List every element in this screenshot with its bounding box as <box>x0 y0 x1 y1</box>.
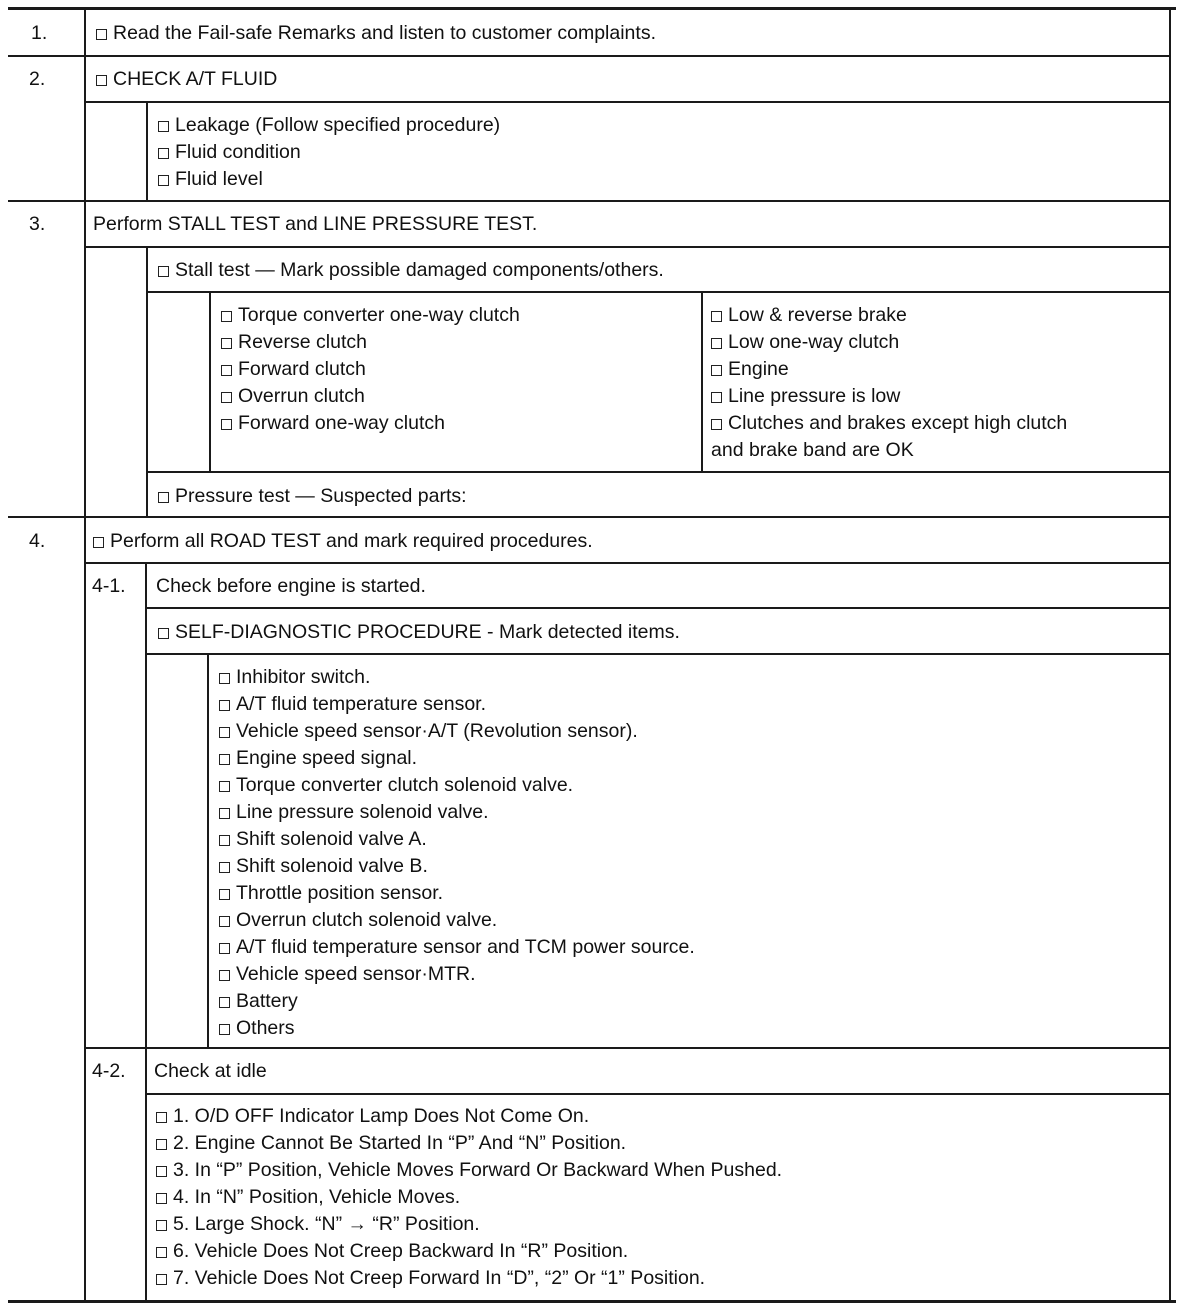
list-item[interactable] <box>219 880 695 907</box>
list-item[interactable] <box>221 410 520 437</box>
list-item[interactable] <box>711 383 1067 410</box>
step3-header: Perform STALL TEST and LINE PRESSURE TEST. <box>93 213 538 235</box>
checkbox[interactable] <box>219 808 230 819</box>
list-item[interactable] <box>221 383 520 410</box>
list-item[interactable] <box>156 1184 782 1211</box>
item-text: Engine <box>728 358 789 380</box>
row-sep <box>85 101 1171 103</box>
item-text: A/T fluid temperature sensor. <box>236 693 487 715</box>
row-sep <box>85 246 1171 248</box>
checkbox[interactable] <box>219 781 230 792</box>
checkbox[interactable] <box>221 392 232 403</box>
checkbox[interactable] <box>158 175 169 186</box>
item-text: Fluid condition <box>175 141 301 163</box>
checkbox[interactable] <box>219 943 230 954</box>
list-item[interactable] <box>219 718 695 745</box>
checkbox[interactable] <box>158 266 169 277</box>
subnum-col-divider <box>145 562 147 1302</box>
item-text: Overrun clutch solenoid valve. <box>236 909 498 931</box>
list-item[interactable] <box>711 329 1067 356</box>
checkbox[interactable] <box>219 1024 230 1035</box>
checkbox[interactable] <box>221 311 232 322</box>
item-text: Inhibitor switch. <box>236 666 371 688</box>
item-text: 1. O/D OFF Indicator Lamp Does Not Come On. <box>173 1105 590 1127</box>
list-item[interactable] <box>219 745 695 772</box>
item-text: Others <box>236 1017 295 1039</box>
list-item[interactable] <box>219 1015 695 1042</box>
row-sep <box>146 291 1171 293</box>
checkbox[interactable] <box>156 1139 167 1150</box>
list-item[interactable] <box>158 112 500 139</box>
checkbox[interactable] <box>158 492 169 503</box>
step-number: 3. <box>29 213 46 235</box>
list-item[interactable] <box>156 1211 782 1238</box>
substep-number: 4-1. <box>92 575 126 597</box>
list-item[interactable] <box>156 1103 782 1130</box>
item-text: Fluid level <box>175 168 263 190</box>
checkbox[interactable] <box>219 673 230 684</box>
row-sep <box>146 653 1171 655</box>
indent-divider <box>207 653 209 1048</box>
checkbox[interactable] <box>158 148 169 159</box>
list-item[interactable] <box>219 826 695 853</box>
item-text: Vehicle speed sensor·MTR. <box>236 963 476 985</box>
substep-number: 4-2. <box>92 1060 126 1082</box>
diag-items <box>219 664 695 1042</box>
row-sep <box>85 562 1171 564</box>
checkbox[interactable] <box>221 419 232 430</box>
list-item[interactable] <box>711 356 1067 383</box>
step1-line[interactable] <box>96 20 656 47</box>
border-bottom <box>8 1300 1176 1303</box>
list-item[interactable] <box>219 772 695 799</box>
list-item[interactable] <box>219 664 695 691</box>
checkbox[interactable] <box>96 75 107 86</box>
item-text: 3. In “P” Position, Vehicle Moves Forward Or Backward When Pushed. <box>173 1159 783 1181</box>
item-text: 5. Large Shock. “N” → “R” Position. <box>173 1213 480 1235</box>
checkbox[interactable] <box>158 121 169 132</box>
checkbox[interactable] <box>219 835 230 846</box>
checkbox[interactable] <box>711 338 722 349</box>
indent-divider <box>209 291 211 472</box>
checkbox[interactable] <box>221 365 232 376</box>
step-number: 2. <box>29 68 46 90</box>
item-text: Shift solenoid valve B. <box>236 855 428 877</box>
item-text: 2. Engine Cannot Be Started In “P” And “N” Position. <box>173 1132 627 1154</box>
checkbox[interactable] <box>156 1247 167 1258</box>
item-text: Forward clutch <box>238 358 366 380</box>
self-diag-line[interactable] <box>158 619 680 646</box>
checkbox[interactable] <box>221 338 232 349</box>
self-diag-text: SELF-DIAGNOSTIC PROCEDURE - Mark detected items. <box>175 621 680 643</box>
list-item[interactable] <box>219 934 695 961</box>
row-sep <box>8 200 1171 202</box>
list-item[interactable] <box>221 356 520 383</box>
stall-right-items <box>711 302 1067 464</box>
checkbox[interactable] <box>93 537 104 548</box>
step2-items <box>158 112 500 193</box>
item-text: Reverse clutch <box>238 331 367 353</box>
list-item[interactable] <box>711 302 1067 329</box>
row-sep <box>146 471 1171 473</box>
item-text: Torque converter one-way clutch <box>238 304 520 326</box>
item-text: Line pressure solenoid valve. <box>236 801 489 823</box>
checkbox[interactable] <box>156 1193 167 1204</box>
step2-header-text: CHECK A/T FLUID <box>113 68 278 90</box>
checkbox[interactable] <box>219 916 230 927</box>
indent-divider <box>146 101 148 201</box>
step2-header[interactable] <box>96 66 277 93</box>
row-sep <box>8 55 1171 57</box>
item-text: Low & reverse brake <box>728 304 907 326</box>
list-item[interactable] <box>219 988 695 1015</box>
sub2-header: Check at idle <box>154 1060 267 1082</box>
row-sep <box>85 1047 1171 1049</box>
step-number: 4. <box>29 530 46 552</box>
checkbox[interactable] <box>219 997 230 1008</box>
checkbox[interactable] <box>219 889 230 900</box>
step1-text: Read the Fail-safe Remarks and listen to customer complaints. <box>113 22 656 44</box>
item-text: Line pressure is low <box>728 385 901 407</box>
indent-divider <box>146 246 148 517</box>
item-text: Battery <box>236 990 298 1012</box>
item-text: Throttle position sensor. <box>236 882 444 904</box>
list-item[interactable] <box>219 691 695 718</box>
list-item[interactable] <box>156 1265 782 1292</box>
list-item[interactable] <box>221 329 520 356</box>
checkbox[interactable] <box>158 628 169 639</box>
checkbox[interactable] <box>711 419 722 430</box>
item-text: Shift solenoid valve A. <box>236 828 427 850</box>
col-divider <box>701 291 703 472</box>
list-item[interactable] <box>158 166 500 193</box>
sub1-header: Check before engine is started. <box>156 575 426 597</box>
step-number: 1. <box>31 22 48 44</box>
list-item[interactable] <box>221 302 520 329</box>
item-text: Overrun clutch <box>238 385 365 407</box>
border-top <box>8 7 1176 10</box>
checkbox[interactable] <box>219 754 230 765</box>
item-text: Clutches and brakes except high clutch <box>728 412 1068 434</box>
pressure-text: Pressure test — Suspected parts: <box>175 485 467 507</box>
list-item[interactable] <box>219 799 695 826</box>
item-text: 4. In “N” Position, Vehicle Moves. <box>173 1186 461 1208</box>
item-text: Low one-way clutch <box>728 331 900 353</box>
checkbox[interactable] <box>219 727 230 738</box>
list-item[interactable] <box>219 907 695 934</box>
step4-header-text: Perform all ROAD TEST and mark required procedures. <box>110 530 593 552</box>
item-text: 7. Vehicle Does Not Creep Forward In “D”, “2” Or “1” Position. <box>173 1267 706 1289</box>
checkbox[interactable] <box>711 311 722 322</box>
stall-text: Stall test — Mark possible damaged components/others. <box>175 259 664 281</box>
item-text: Torque converter clutch solenoid valve. <box>236 774 574 796</box>
item-text: Forward one-way clutch <box>238 412 445 434</box>
list-item[interactable] <box>711 410 1067 437</box>
item-continuation: and brake band are OK <box>711 439 914 461</box>
checkbox[interactable] <box>219 862 230 873</box>
checkbox[interactable] <box>156 1220 167 1231</box>
list-item[interactable] <box>158 139 500 166</box>
num-col-divider <box>84 9 86 1302</box>
checkbox[interactable] <box>156 1166 167 1177</box>
list-item[interactable] <box>156 1238 782 1265</box>
pressure-test-line[interactable] <box>158 483 467 510</box>
list-item[interactable] <box>156 1130 782 1157</box>
row-sep <box>146 607 1171 609</box>
item-text: A/T fluid temperature sensor and TCM power source. <box>236 936 695 958</box>
item-text: Vehicle speed sensor·A/T (Revolution sensor). <box>236 720 638 742</box>
checkbox[interactable] <box>711 392 722 403</box>
stall-left-items <box>221 302 520 437</box>
step4-header[interactable] <box>93 528 593 555</box>
checkbox[interactable] <box>219 970 230 981</box>
list-item[interactable] <box>219 853 695 880</box>
idle-items <box>156 1103 782 1292</box>
row-sep <box>146 1093 1171 1095</box>
checkbox[interactable] <box>711 365 722 376</box>
checkbox[interactable] <box>219 700 230 711</box>
stall-test-line[interactable] <box>158 257 664 284</box>
checkbox[interactable] <box>96 29 107 40</box>
list-item[interactable] <box>156 1157 782 1184</box>
item-text: 6. Vehicle Does Not Creep Backward In “R” Position. <box>173 1240 629 1262</box>
checkbox[interactable] <box>156 1112 167 1123</box>
item-text: Engine speed signal. <box>236 747 418 769</box>
row-sep <box>8 516 1171 518</box>
item-text: Leakage (Follow specified procedure) <box>175 114 501 136</box>
checkbox[interactable] <box>156 1274 167 1285</box>
list-item[interactable] <box>219 961 695 988</box>
